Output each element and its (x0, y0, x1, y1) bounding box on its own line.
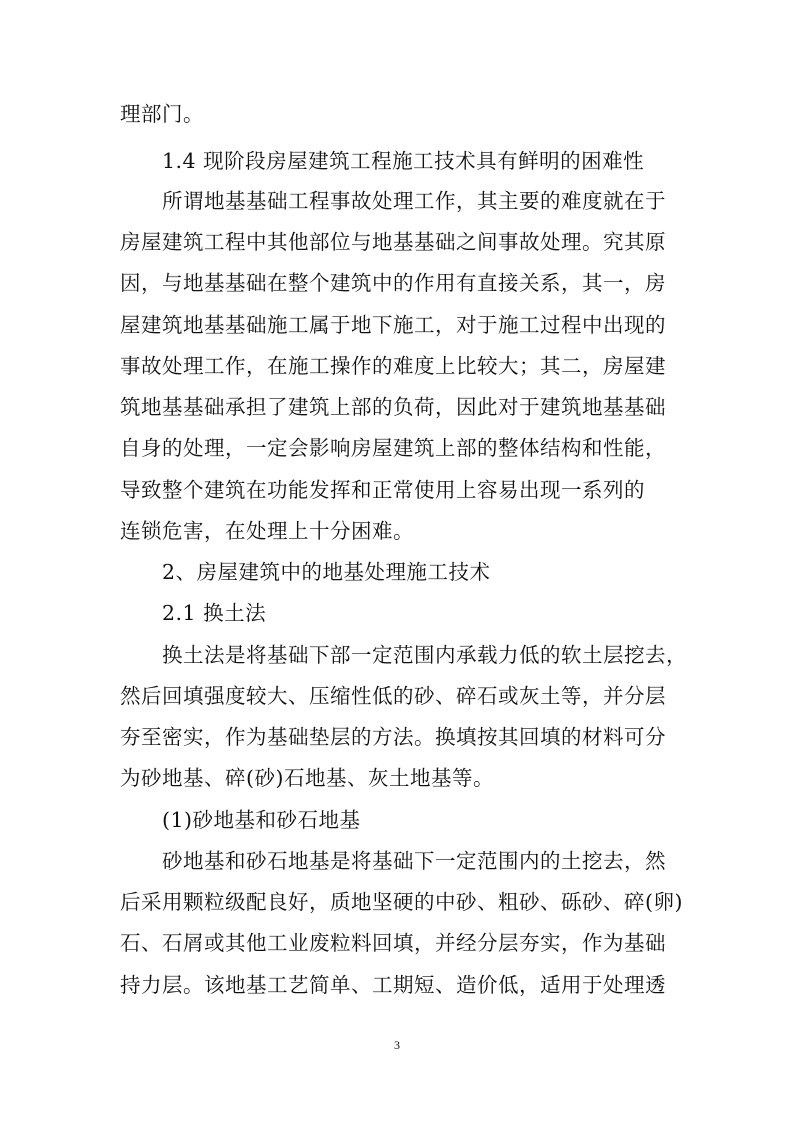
paragraph-line: 房屋建筑工程中其他部位与地基基础之间事故处理。究其原 (120, 230, 666, 254)
section-heading-1-4: 1.4 现阶段房屋建筑工程施工技术具有鲜明的困难性 (162, 149, 645, 173)
paragraph-line: 因，与地基基础在整个建筑中的作用有直接关系，其一，房 (120, 271, 666, 295)
paragraph-line: 自身的处理，一定会影响房屋建筑上部的整体结构和性能， (120, 436, 666, 460)
paragraph-line: 持力层。该地基工艺简单、工期短、造价低，适用于处理透 (120, 973, 666, 997)
paragraph-line: 导致整个建筑在功能发挥和正常使用上容易出现一系列的 (120, 478, 645, 502)
paragraph-line: 事故处理工作，在施工操作的难度上比较大；其二，房屋建 (120, 354, 666, 378)
paragraph-line: 屋建筑地基基础施工属于地下施工，对于施工过程中出现的 (120, 313, 666, 337)
subsection-heading-1: (1)砂地基和砂石地基 (162, 808, 361, 832)
paragraph-line: 然后回填强度较大、压缩性低的砂、碎石或灰土等，并分层 (120, 684, 666, 708)
paragraph-line: 石、石屑或其他工业废粒料回填，并经分层夯实，作为基础 (120, 931, 666, 955)
paragraph-line: 换土法是将基础下部一定范围内承载力低的软土层挖去， (162, 643, 687, 667)
paragraph-line: 筑地基基础承担了建筑上部的负荷，因此对于建筑地基基础 (120, 395, 666, 419)
paragraph-line: 夯至密实，作为基础垫层的方法。换填按其回填的材料可分 (120, 725, 666, 749)
paragraph-line: 理部门。 (120, 102, 204, 126)
section-heading-2-1: 2.1 换土法 (162, 601, 267, 625)
paragraph-line: 为砂地基、碎(砂)石地基、灰土地基等。 (120, 766, 494, 790)
page-number: 3 (394, 1038, 400, 1052)
paragraph-line: 所谓地基基础工程事故处理工作，其主要的难度就在于 (162, 189, 666, 213)
paragraph-line: 砂地基和砂石地基是将基础下一定范围内的土挖去，然 (162, 849, 666, 873)
section-heading-2: 2、房屋建筑中的地基处理施工技术 (162, 560, 491, 584)
paragraph-line: 连锁危害，在处理上十分困难。 (120, 519, 414, 543)
paragraph-line: 后采用颗粒级配良好，质地坚硬的中砂、粗砂、砾砂、碎(卵) (120, 890, 683, 914)
